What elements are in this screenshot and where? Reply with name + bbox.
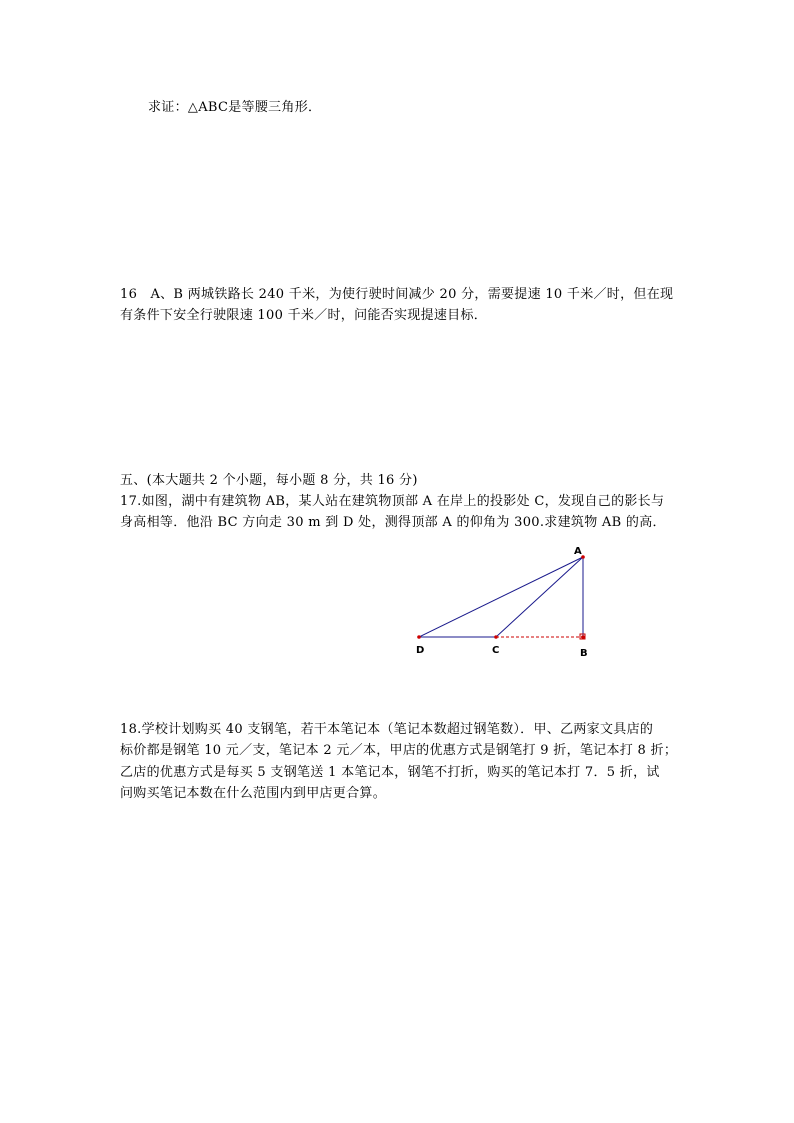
q18-line-1: 18.学校计划购买 40 支钢笔，若干本笔记本（笔记本数超过钢笔数）．甲、乙两家文具店的 — [120, 722, 654, 737]
point-d — [417, 635, 421, 639]
label-c: C — [492, 645, 500, 656]
q18-line-4: 问购买笔记本数在什么范围内到甲店更合算。 — [120, 786, 387, 801]
q17-line-1: 17.如图，湖中有建筑物 AB，某人站在建筑物顶部 A 在岸上的投影处 C，发现自己的影长与 — [120, 494, 665, 509]
label-b: B — [580, 648, 588, 659]
q17-line-2: 身高相等．他沿 BC 方向走 30 m 到 D 处，测得顶部 A 的仰角为 300.求建筑物 AB 的高． — [120, 515, 666, 530]
label-d: D — [416, 645, 425, 656]
segment-ca — [496, 557, 583, 637]
point-c — [494, 635, 498, 639]
section5-heading: 五、(本大题共 2 个小题，每小题 8 分，共 16 分) — [120, 473, 418, 488]
proof-prompt: 求证：△ABC是等腰三角形． — [148, 100, 322, 115]
q18-line-2: 标价都是钢笔 10 元／支，笔记本 2 元／本，甲店的优惠方式是钢笔打 9 折，笔记本打 8 折； — [120, 743, 678, 758]
segment-da — [419, 557, 583, 637]
label-a: A — [574, 546, 582, 557]
point-b — [581, 635, 585, 639]
q16-line-1: 16 A、B 两城铁路长 240 千米，为使行驶时间减少 20 分，需要提速 10 千米／时，但在现 — [120, 287, 674, 302]
q16-line-2: 有条件下安全行驶限速 100 千米／时，问能否实现提速目标． — [120, 308, 488, 323]
q18-line-3: 乙店的优惠方式是每买 5 支钢笔送 1 本笔记本，钢笔不打折，购买的笔记本打 7．5 折，试 — [120, 765, 660, 780]
q17-geometry-figure — [405, 540, 605, 665]
